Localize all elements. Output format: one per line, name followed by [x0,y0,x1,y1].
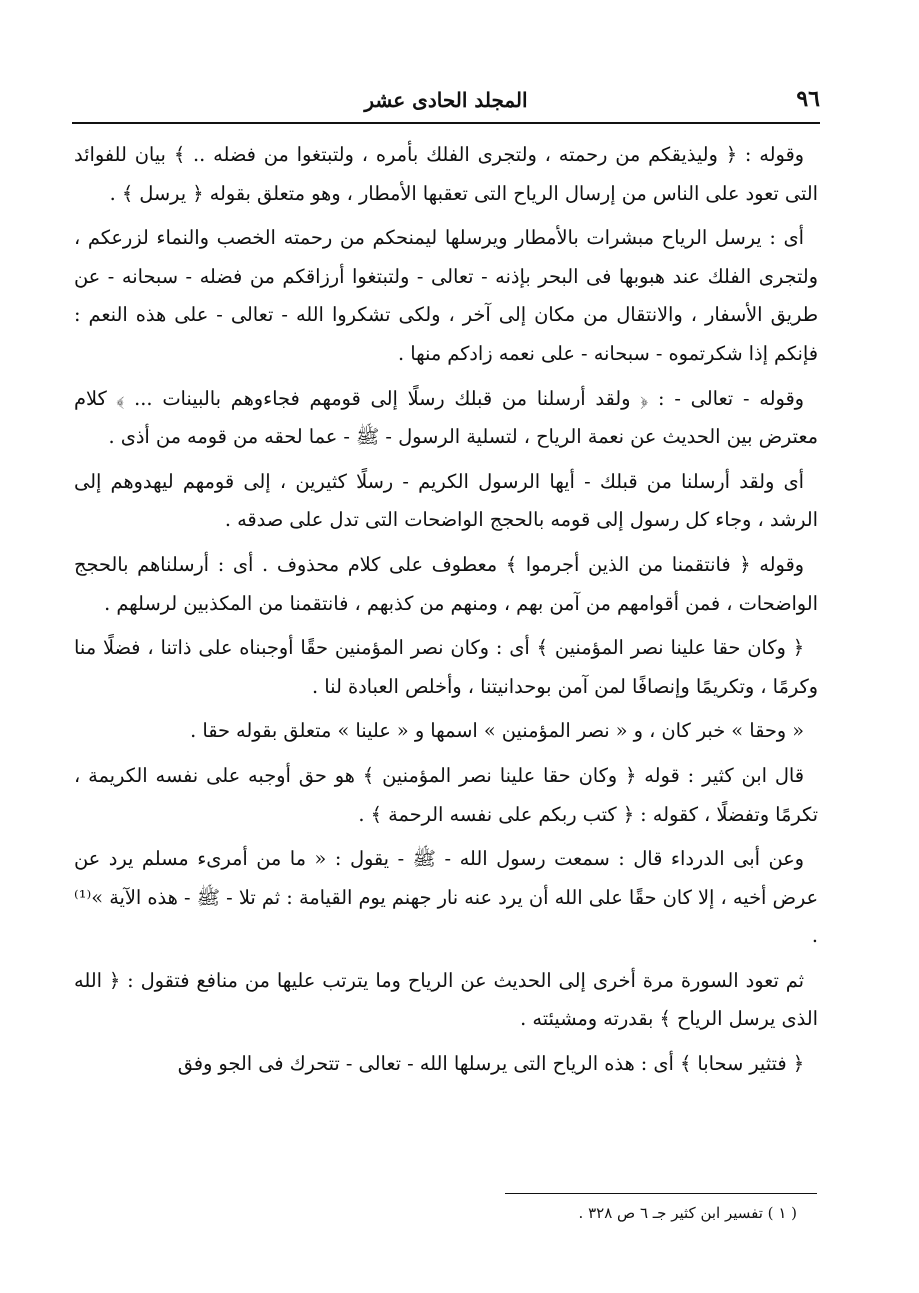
main-text [74,136,818,1090]
page-number: ٩٦ [796,86,820,112]
paragraph: ﴿ فتثير سحابا ﴾ أى : هذه الرياح التى يرسلها الله - تعالى - تتحرك فى الجو وفق [177,1052,804,1076]
paragraph: ﴿ وكان حقا علينا نصر المؤمنين ﴾ أى : وكان نصر المؤمنين حقًا أوجبناه على ذاتنا ، فضلًا منا وكرمًا ، وتكريمًا وإنصافًا لمن آمن بوحدانيتنا ، وأخلص العبادة لنا . [74,636,818,698]
footnote: ( ١ ) تفسير ابن كثير جـ ٦ ص ٣٢٨ . [578,1204,797,1222]
paragraph: أى : يرسل الرياح مبشرات بالأمطار ويرسلها ليمنحكم من رحمته الخصب والنماء لزرعكم ، ولتجرى الفلك عند هبوبها فى البحر بإذنه - تعالى - ولتبتغوا أرزاقكم من فضله - سبحانه - عن طريق الأسفار ، والانتقال من مكان إلى آخر ، ولكى تشكروا الله - تعالى - على هذه النعم : فإنكم إذا شكرتموه - سبحانه - على نعمه زادكم منها . [74,226,818,365]
paragraph: أى ولقد أرسلنا من قبلك - أيها الرسول الكريم - رسلًا كثيرين ، إلى قومهم ليهدوهم إلى الرشد ، وجاء كل رسول إلى قومه بالحجج الواضحات التى تدل على صدقه . [74,469,818,532]
paragraph: ثم تعود السورة مرة أخرى إلى الحديث عن الرياح وما يترتب عليها من منافع فتقول : ﴿ الله الذى يرسل الرياح ﴾ بقدرته ومشيئته . [74,968,818,1031]
paragraph: وعن أبى الدرداء قال : سمعت رسول الله - ﷺ - يقول : « ما من أمرىء مسلم يرد عن عرض أخيه ، إلا كان حقًا على الله أن يرد عنه نار جهنم يوم القيامة : ثم تلا - ﷺ - هذه الآية »⁽¹⁾ . [74,847,818,948]
paragraph: وقوله ﴿ فانتقمنا من الذين أجرموا ﴾ معطوف على كلام محذوف . أى : أرسلناهم بالحجج الواضحات ، فمن أقوامهم من آمن بهم ، ومنهم من كذبهم ، فانتقمنا من المكذبين لرسلهم . [74,552,818,615]
page-header [72,80,820,124]
paragraph: وقوله : ﴿ وليذيقكم من رحمته ، ولتجرى الفلك بأمره ، ولتبتغوا من فضله .. ﴾ بيان للفوائد التى تعود على الناس من إرسال الرياح التى تعقبها الأمطار ، وهو متعلق بقوله ﴿ يرسل ﴾ . [74,143,818,205]
paragraph: « وحقا » خبر كان ، و « نصر المؤمنين » اسمها و « علينا » متعلق بقوله حقا . [190,719,804,743]
volume-title: المجلد الحادى عشر [364,88,528,112]
footnote-divider [505,1193,817,1194]
paragraph: وقوله - تعالى - : ﴿ ولقد أرسلنا من قبلك رسلًا إلى قومهم فجاءوهم بالبينات ... ﴾ كلام معترض بين الحديث عن نعمة الرياح ، لتسلية الرسول - ﷺ - عما لحقه من قومه من أذى . [74,386,818,449]
paragraph: قال ابن كثير : قوله ﴿ وكان حقا علينا نصر المؤمنين ﴾ هو حق أوجبه على نفسه الكريمة ، تكرمًا وتفضلًا ، كقوله : ﴿ كتب ربكم على نفسه الرحمة ﴾ . [74,763,818,826]
